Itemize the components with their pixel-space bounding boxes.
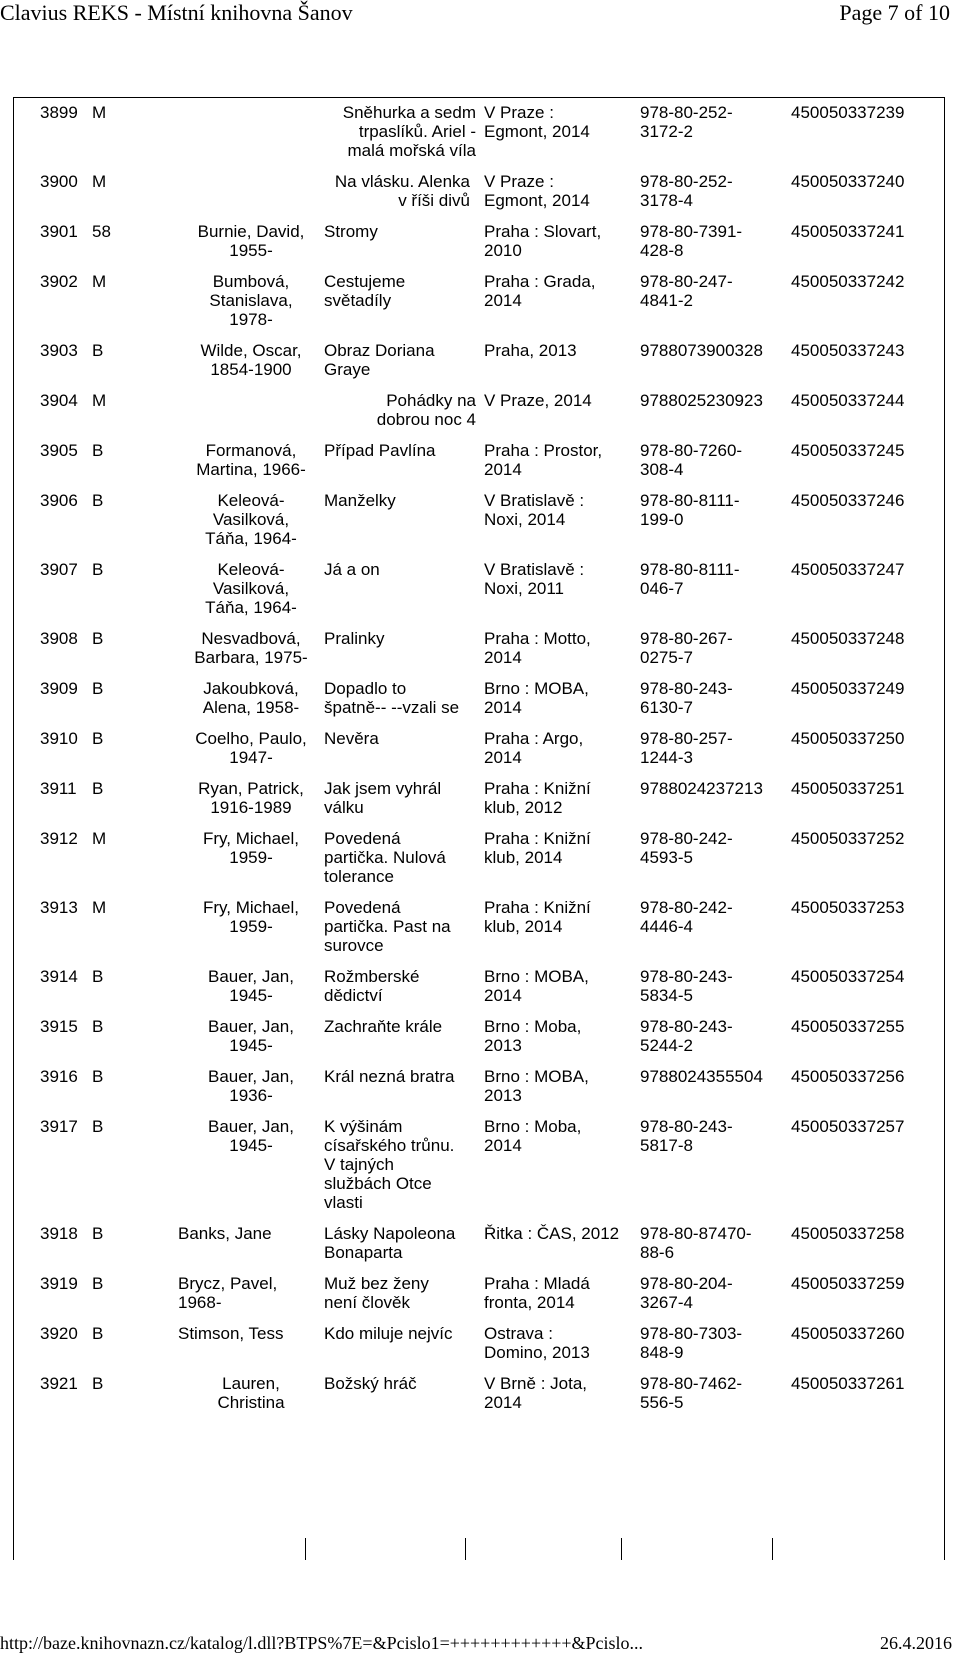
publisher: Praha : Knižní klub, 2012 — [484, 779, 591, 817]
column-tick — [305, 1538, 306, 1560]
table-row — [40, 1017, 931, 1067]
category-code: M — [92, 391, 107, 410]
category-code: B — [92, 1274, 104, 1293]
publisher: V Praze : Egmont, 2014 — [484, 103, 590, 141]
author-name: Jakoubková, Alena, 1958- — [202, 679, 300, 717]
table-frame-top — [13, 97, 945, 98]
isbn: 9788025230923 — [640, 391, 763, 410]
category-code: M — [92, 829, 107, 848]
publisher: Řitka : ČAS, 2012 — [484, 1224, 620, 1243]
isbn: 978-80-252- 3178-4 — [640, 172, 733, 210]
category-code: B — [92, 629, 104, 648]
call-number: 3921 — [40, 1374, 78, 1393]
category-code: B — [92, 1117, 104, 1136]
barcode: 450050337244 — [791, 391, 905, 410]
book-title: Božský hráč — [324, 1374, 417, 1393]
book-title: Na vlásku. Alenka v říši divů — [334, 172, 470, 210]
book-title: Dopadlo to špatně-- --vzali se — [324, 679, 460, 717]
table-row — [40, 829, 931, 898]
call-number: 3915 — [40, 1017, 78, 1036]
column-tick — [772, 1538, 773, 1560]
table-row — [40, 1324, 931, 1374]
isbn: 978-80-267- 0275-7 — [640, 629, 733, 667]
call-number: 3909 — [40, 679, 78, 698]
table-frame-right — [944, 97, 945, 1560]
publisher: Praha, 2013 — [484, 341, 577, 360]
category-code: M — [92, 898, 107, 917]
publisher: Praha : Argo, 2014 — [484, 729, 584, 767]
table-row — [40, 679, 931, 729]
category-code: B — [92, 1324, 104, 1343]
call-number: 3920 — [40, 1324, 78, 1343]
category-code: M — [92, 103, 107, 122]
table-row — [40, 441, 931, 491]
barcode: 450050337243 — [791, 341, 905, 360]
publisher: Brno : Moba, 2014 — [484, 1117, 582, 1155]
author-name: Stimson, Tess — [178, 1324, 284, 1343]
publisher: V Praze : Egmont, 2014 — [484, 172, 590, 210]
barcode: 450050337249 — [791, 679, 905, 698]
publisher: Praha : Grada, 2014 — [484, 272, 596, 310]
category-code: M — [92, 172, 107, 191]
call-number: 3919 — [40, 1274, 78, 1293]
book-title: Já a on — [324, 560, 380, 579]
author-name: Keleová- Vasilková, Táňa, 1964- — [205, 560, 297, 617]
call-number: 3906 — [40, 491, 78, 510]
barcode: 450050337254 — [791, 967, 905, 986]
call-number: 3918 — [40, 1224, 78, 1243]
page-header — [0, 0, 960, 30]
author-name: Keleová- Vasilková, Táňa, 1964- — [205, 491, 297, 548]
barcode: 450050337252 — [791, 829, 905, 848]
isbn: 978-80-7391- 428-8 — [640, 222, 743, 260]
catalog-table — [40, 103, 931, 1424]
barcode: 450050337256 — [791, 1067, 905, 1086]
call-number: 3916 — [40, 1067, 78, 1086]
call-number: 3900 — [40, 172, 78, 191]
barcode: 450050337248 — [791, 629, 905, 648]
isbn: 978-80-247- 4841-2 — [640, 272, 733, 310]
call-number: 3899 — [40, 103, 78, 122]
publisher: Brno : MOBA, 2014 — [484, 679, 589, 717]
author-name: Banks, Jane — [178, 1224, 272, 1243]
barcode: 450050337259 — [791, 1274, 905, 1293]
barcode: 450050337239 — [791, 103, 905, 122]
category-code: B — [92, 967, 104, 986]
author-name: Wilde, Oscar, 1854-1900 — [200, 341, 302, 379]
book-title: K výšinám císařského trůnu. V tajných službách Otce vlasti — [324, 1117, 455, 1212]
isbn: 978-80-8111- 046-7 — [640, 560, 740, 598]
isbn: 978-80-7260- 308-4 — [640, 441, 743, 479]
column-tick — [621, 1538, 622, 1560]
author-name: Bauer, Jan, 1945- — [207, 1117, 294, 1155]
table-row — [40, 1224, 931, 1274]
book-title: Rožmberské dědictví — [324, 967, 420, 1005]
table-row — [40, 172, 931, 222]
barcode: 450050337245 — [791, 441, 905, 460]
table-row — [40, 898, 931, 967]
call-number: 3903 — [40, 341, 78, 360]
publisher: V Bratislavě : Noxi, 2014 — [484, 491, 585, 529]
table-row — [40, 391, 931, 441]
isbn: 978-80-8111- 199-0 — [640, 491, 740, 529]
book-title: Povedená partička. Nulová tolerance — [324, 829, 446, 886]
category-code: B — [92, 729, 104, 748]
publisher: Brno : Moba, 2013 — [484, 1017, 582, 1055]
publisher: Praha : Knižní klub, 2014 — [484, 898, 591, 936]
barcode: 450050337261 — [791, 1374, 905, 1393]
publisher: Praha : Mladá fronta, 2014 — [484, 1274, 590, 1312]
author-name: Fry, Michael, 1959- — [202, 898, 300, 936]
book-title: Kdo miluje nejvíc — [324, 1324, 453, 1343]
author-name: Bauer, Jan, 1936- — [207, 1067, 294, 1105]
barcode: 450050337251 — [791, 779, 905, 798]
table-row — [40, 560, 931, 629]
isbn: 978-80-87470- 88-6 — [640, 1224, 752, 1262]
table-row — [40, 272, 931, 341]
table-row — [40, 1374, 931, 1424]
book-title: Povedená partička. Past na surovce — [324, 898, 451, 955]
source-url[interactable]: http://baze.knihovnazn.cz/katalog/l.dll?BTPS%7E=&Pcislo1=++++++++++++&Pcislo... — [0, 1633, 644, 1653]
barcode: 450050337260 — [791, 1324, 905, 1343]
isbn: 978-80-204- 3267-4 — [640, 1274, 733, 1312]
category-code: 58 — [92, 222, 111, 241]
author-name: Formanová, Martina, 1966- — [196, 441, 306, 479]
category-code: B — [92, 341, 104, 360]
column-tick — [465, 1538, 466, 1560]
book-title: Zachraňte krále — [324, 1017, 443, 1036]
isbn: 978-80-7462- 556-5 — [640, 1374, 743, 1412]
isbn: 978-80-243- 6130-7 — [640, 679, 733, 717]
call-number: 3910 — [40, 729, 78, 748]
barcode: 450050337240 — [791, 172, 905, 191]
table-row — [40, 729, 931, 779]
call-number: 3912 — [40, 829, 78, 848]
table-row — [40, 491, 931, 560]
category-code: B — [92, 560, 104, 579]
table-row — [40, 341, 931, 391]
isbn: 978-80-243- 5244-2 — [640, 1017, 733, 1055]
call-number: 3902 — [40, 272, 78, 291]
book-title: Pralinky — [324, 629, 385, 648]
isbn: 9788024237213 — [640, 779, 763, 798]
barcode: 450050337257 — [791, 1117, 905, 1136]
barcode: 450050337247 — [791, 560, 905, 579]
isbn: 978-80-243- 5834-5 — [640, 967, 733, 1005]
page-number: Page 7 of 10 — [839, 0, 950, 25]
barcode: 450050337246 — [791, 491, 905, 510]
table-row — [40, 103, 931, 172]
call-number: 3913 — [40, 898, 78, 917]
book-title: Muž bez ženy není člověk — [324, 1274, 429, 1312]
book-title: Stromy — [324, 222, 378, 241]
table-row — [40, 1117, 931, 1224]
book-title: Cestujeme světadíly — [324, 272, 406, 310]
isbn: 978-80-252- 3172-2 — [640, 103, 733, 141]
table-row — [40, 1067, 931, 1117]
author-name: Bauer, Jan, 1945- — [207, 967, 294, 1005]
call-number: 3904 — [40, 391, 78, 410]
isbn: 9788024355504 — [640, 1067, 763, 1086]
book-title: Pohádky na dobrou noc 4 — [376, 391, 476, 429]
isbn: 978-80-242- 4446-4 — [640, 898, 733, 936]
category-code: B — [92, 491, 104, 510]
barcode: 450050337250 — [791, 729, 905, 748]
author-name: Burnie, David, 1955- — [197, 222, 305, 260]
table-frame-left — [13, 97, 14, 1560]
catalog-table-body — [40, 103, 931, 1424]
table-row — [40, 629, 931, 679]
book-title: Případ Pavlína — [324, 441, 436, 460]
category-code: B — [92, 1224, 104, 1243]
isbn: 978-80-7303- 848-9 — [640, 1324, 743, 1362]
call-number: 3908 — [40, 629, 78, 648]
publisher: Brno : MOBA, 2013 — [484, 1067, 589, 1105]
publisher: Praha : Slovart, 2010 — [484, 222, 602, 260]
book-title: Sněhurka a sedm trpaslíků. Ariel - malá mořská víla — [342, 103, 476, 160]
author-name: Nesvadbová, Barbara, 1975- — [194, 629, 308, 667]
category-code: B — [92, 779, 104, 798]
publisher: V Praze, 2014 — [484, 391, 592, 410]
author-name: Bauer, Jan, 1945- — [207, 1017, 294, 1055]
page-title: Clavius REKS - Místní knihovna Šanov — [0, 0, 353, 25]
book-title: Nevěra — [324, 729, 379, 748]
category-code: B — [92, 441, 104, 460]
call-number: 3911 — [40, 779, 77, 798]
publisher: Praha : Knižní klub, 2014 — [484, 829, 591, 867]
publisher: Brno : MOBA, 2014 — [484, 967, 589, 1005]
call-number: 3917 — [40, 1117, 78, 1136]
barcode: 450050337253 — [791, 898, 905, 917]
page-footer — [0, 1631, 960, 1657]
author-name: Coelho, Paulo, 1947- — [195, 729, 307, 767]
isbn: 978-80-257- 1244-3 — [640, 729, 733, 767]
call-number: 3901 — [40, 222, 78, 241]
publisher: Praha : Prostor, 2014 — [484, 441, 603, 479]
table-row — [40, 779, 931, 829]
table-row — [40, 967, 931, 1017]
barcode: 450050337255 — [791, 1017, 905, 1036]
publisher: V Brně : Jota, 2014 — [484, 1374, 587, 1412]
category-code: B — [92, 1067, 104, 1086]
author-name: Brycz, Pavel, 1968- — [178, 1274, 278, 1312]
book-title: Král nezná bratra — [324, 1067, 455, 1086]
author-name: Lauren, Christina — [217, 1374, 285, 1412]
author-name: Bumbová, Stanislava, 1978- — [209, 272, 293, 329]
barcode: 450050337241 — [791, 222, 905, 241]
category-code: B — [92, 679, 104, 698]
isbn: 9788073900328 — [640, 341, 763, 360]
book-title: Jak jsem vyhrál válku — [324, 779, 442, 817]
call-number: 3907 — [40, 560, 78, 579]
book-title: Obraz Doriana Graye — [324, 341, 435, 379]
publisher: Ostrava : Domino, 2013 — [484, 1324, 590, 1362]
author-name: Ryan, Patrick, 1916-1989 — [198, 779, 304, 817]
isbn: 978-80-243- 5817-8 — [640, 1117, 733, 1155]
publisher: V Bratislavě : Noxi, 2011 — [484, 560, 585, 598]
book-title: Manželky — [324, 491, 396, 510]
call-number: 3914 — [40, 967, 78, 986]
table-row — [40, 1274, 931, 1324]
barcode: 450050337242 — [791, 272, 905, 291]
table-row — [40, 222, 931, 272]
call-number: 3905 — [40, 441, 78, 460]
publisher: Praha : Motto, 2014 — [484, 629, 591, 667]
book-title: Lásky Napoleona Bonaparta — [324, 1224, 456, 1262]
print-date: 26.4.2016 — [880, 1633, 952, 1653]
isbn: 978-80-242- 4593-5 — [640, 829, 733, 867]
category-code: B — [92, 1017, 104, 1036]
category-code: M — [92, 272, 107, 291]
author-name: Fry, Michael, 1959- — [202, 829, 300, 867]
category-code: B — [92, 1374, 104, 1393]
barcode: 450050337258 — [791, 1224, 905, 1243]
